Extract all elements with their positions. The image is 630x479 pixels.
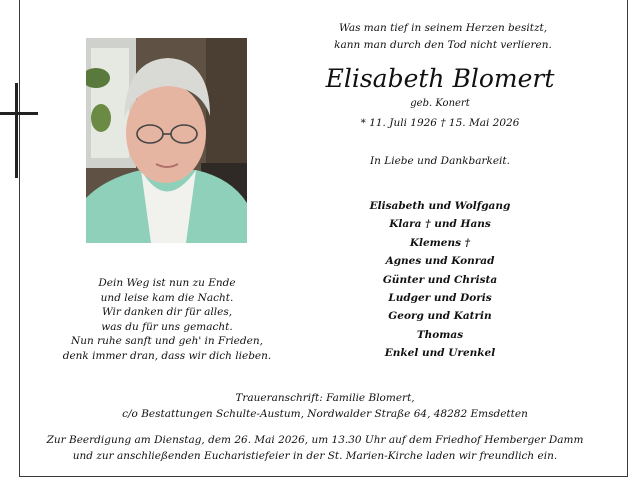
mourner: Georg und Katrin [388,310,492,323]
mourner: Klara † und Hans [389,218,491,231]
mourner: Ludger und Doris [388,292,492,305]
mourner: Thomas [416,328,464,341]
mourner: Agnes und Konrad [385,255,495,268]
cross-icon-bar [0,112,38,115]
address-line: Traueranschrift: Familie Blomert, [235,392,415,404]
poem-line: und leise kam die Nacht. [100,291,234,304]
life-dates: * 11. Juli 1926 † 15. Mai 2026 [360,117,520,129]
birth-name: geb. Konert [410,98,470,109]
mourner: Günter und Christa [382,273,498,286]
quote-line: Was man tief in seinem Herzen besitzt, [338,22,548,34]
funeral-line: Zur Beerdigung am Dienstag, dem 26. Mai 2026, um 13.30 Uhr auf dem Friedhof Hemberger Damm [46,434,584,446]
poem [58,276,276,364]
portrait-photo [86,38,247,243]
memorial-quote [318,20,568,54]
mourners-list [330,197,550,363]
cross-icon [15,83,18,178]
poem-line: was du für uns gemacht. [101,320,233,333]
poem-line: Dein Weg ist nun zu Ende [98,277,236,289]
poem-line: denk immer dran, dass wir dich lieben. [62,349,272,362]
address-line: c/o Bestattungen Schulte-Austum, Nordwalder Straße 64, 48282 Emsdetten [122,408,528,420]
mourning-address [110,390,540,422]
deceased-name: Elisabeth Blomert [325,64,555,93]
funeral-notice [30,432,600,464]
poem-line: Wir danken dir für alles, [101,306,233,319]
poem-line: Nun ruhe sanft und geh' in Frieden, [71,335,263,348]
in-love-text: In Liebe und Dankbarkeit. [370,155,510,167]
funeral-line: und zur anschließenden Eucharistiefeier in der St. Marien-Kirche laden wir freundlich ein. [72,450,558,462]
mourner: Klemens † [409,236,471,249]
mourner: Enkel und Urenkel [384,347,496,360]
quote-line: kann man durch den Tod nicht verlieren. [334,39,552,51]
mourner: Elisabeth und Wolfgang [369,200,511,212]
